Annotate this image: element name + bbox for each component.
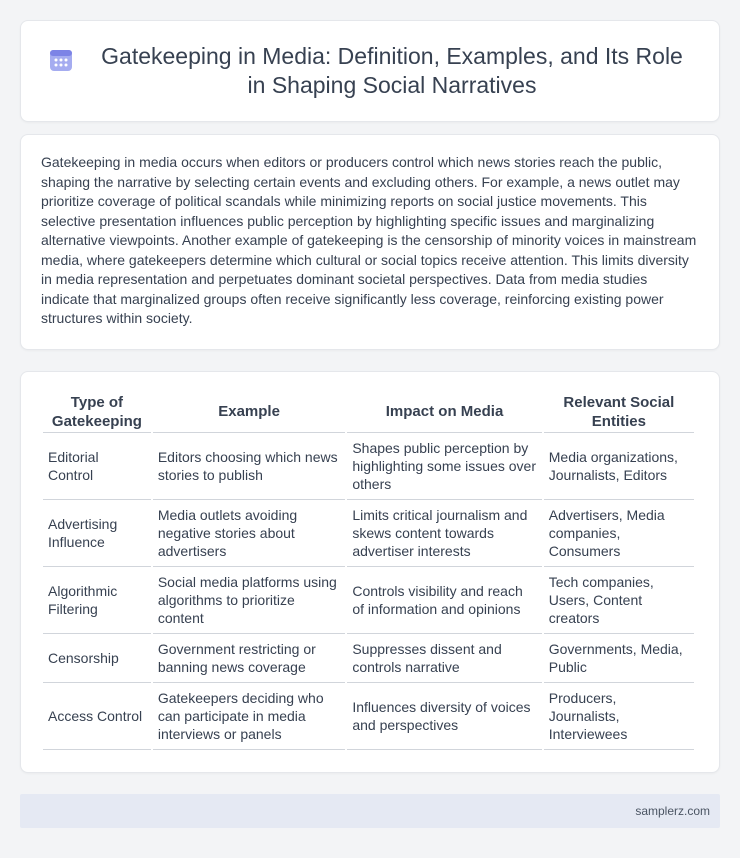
table-row [43, 683, 694, 750]
header-card [20, 20, 720, 122]
table-row [43, 634, 694, 683]
gatekeeping-table [41, 391, 696, 750]
column-header: Example [153, 391, 345, 433]
table-cell: Shapes public perception by highlighting some issues over others [347, 433, 541, 500]
intro-paragraph: Gatekeeping in media occurs when editors or producers control which news stories reach the public, shaping the narrative by selecting certain events and excluding others. For example, a news outlet may prioritize coverage of political scandals while minimizing reports on social justice movements. This selective presentation influences public perception by highlighting specific issues and marginalizing alternative viewpoints. Another example of gatekeeping is the censorship of minority voices in mainstream media, where gatekeepers determine which cultural or social topics receive attention. This limits diversity in media representation and perpetuates dominant societal perspectives. Data from media studies indicate that marginalized groups often receive significantly less coverage, reinforcing existing power structures within society. [41, 154, 697, 326]
page-title: Gatekeeping in Media: Definition, Examples, and Its Role in Shaping Social Narratives [101, 43, 683, 98]
table-cell: Access Control [43, 683, 151, 750]
table-cell: Editorial Control [43, 433, 151, 500]
calendar-icon [48, 47, 74, 73]
table-cell: Media outlets avoiding negative stories about advertisers [153, 500, 345, 567]
table-cell: Media organizations, Journalists, Editors [544, 433, 694, 500]
table-cell: Advertisers, Media companies, Consumers [544, 500, 694, 567]
table-row [43, 433, 694, 500]
footer-bar [20, 794, 720, 828]
table-cell: Government restricting or banning news coverage [153, 634, 345, 683]
table-cell: Governments, Media, Public [544, 634, 694, 683]
table-cell: Suppresses dissent and controls narrative [347, 634, 541, 683]
column-header: Type of Gatekeeping [43, 391, 151, 433]
table-cell: Social media platforms using algorithms to prioritize content [153, 567, 345, 634]
table-cell: Producers, Journalists, Interviewees [544, 683, 694, 750]
table-cell: Gatekeepers deciding who can participate in media interviews or panels [153, 683, 345, 750]
intro-card [20, 134, 720, 350]
table-cell: Controls visibility and reach of information and opinions [347, 567, 541, 634]
table-cell: Censorship [43, 634, 151, 683]
table-cell: Influences diversity of voices and perspectives [347, 683, 541, 750]
table-header-row [43, 391, 694, 433]
table-card [20, 371, 720, 773]
table-cell: Limits critical journalism and skews content towards advertiser interests [347, 500, 541, 567]
table-cell: Algorithmic Filtering [43, 567, 151, 634]
table-row [43, 500, 694, 567]
table-cell: Advertising Influence [43, 500, 151, 567]
column-header: Impact on Media [347, 391, 541, 433]
table-row [43, 567, 694, 634]
column-header: Relevant Social Entities [544, 391, 694, 433]
table-cell: Tech companies, Users, Content creators [544, 567, 694, 634]
footer-site-link[interactable]: samplerz.com [635, 804, 710, 818]
table-cell: Editors choosing which news stories to publish [153, 433, 345, 500]
